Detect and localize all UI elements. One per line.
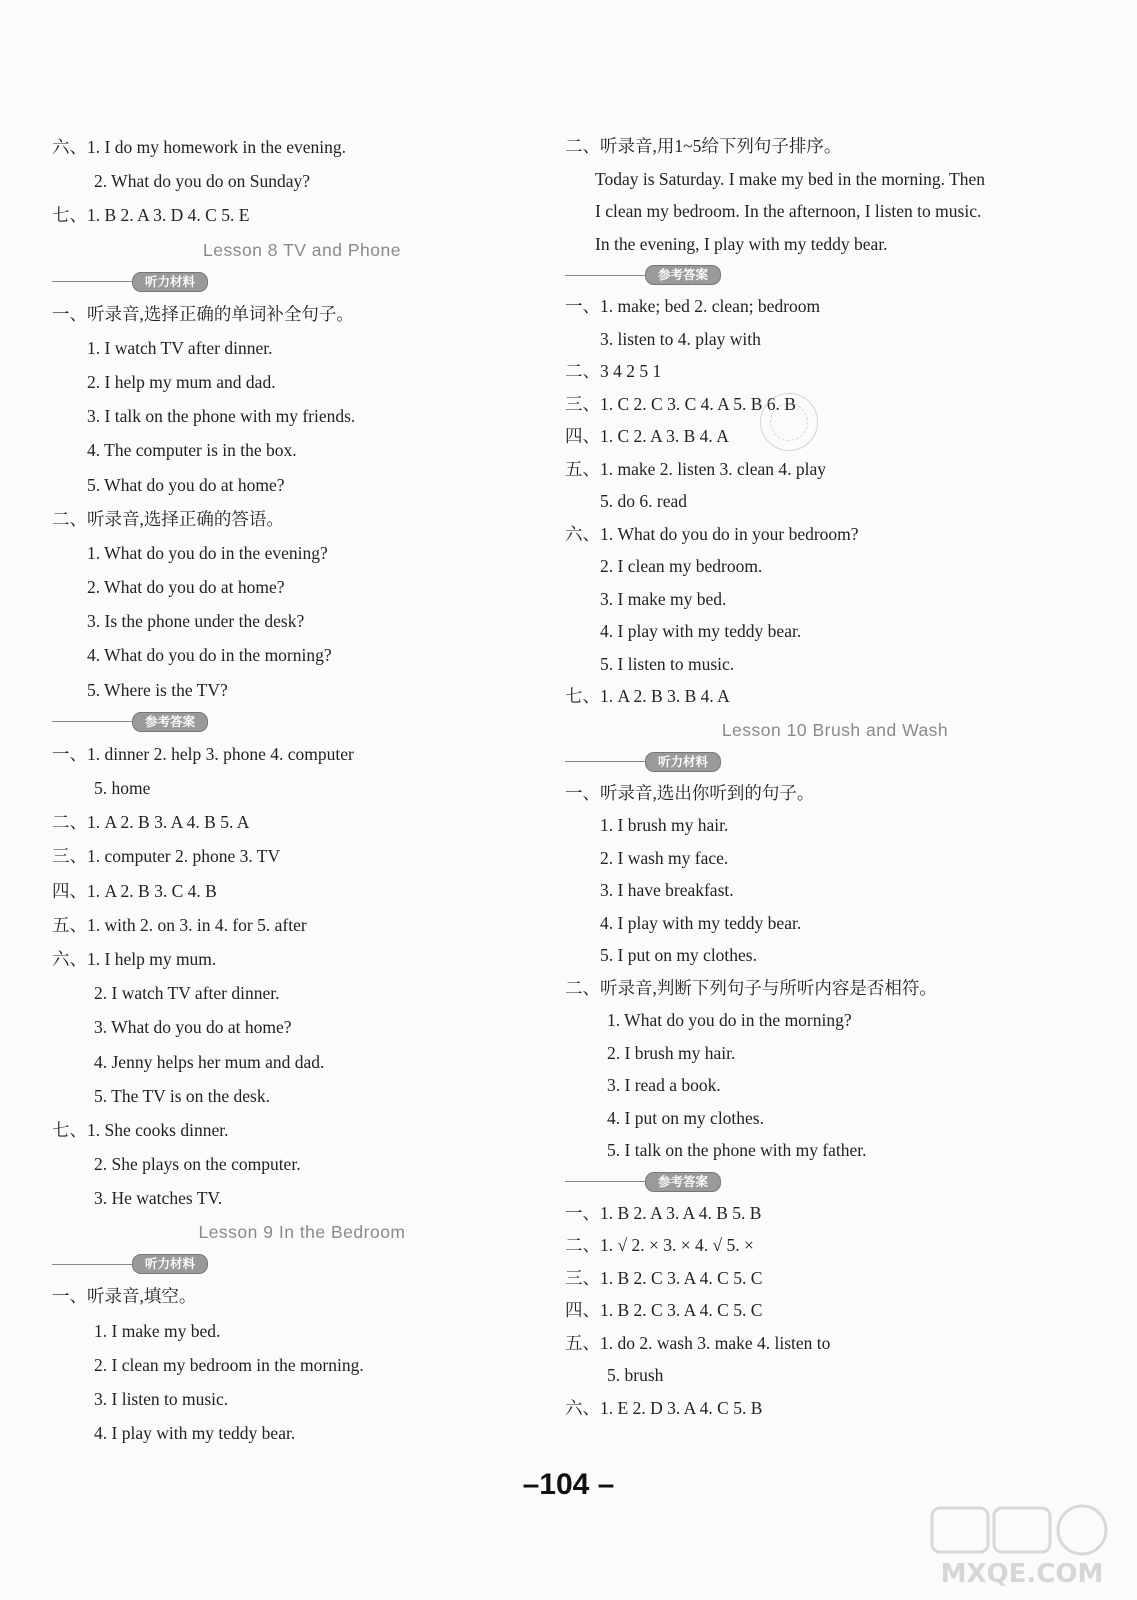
text-line: 5. The TV is on the desk. bbox=[94, 1085, 270, 1106]
text-line: 七、1. B 2. A 3. D 4. C 5. E bbox=[52, 205, 250, 226]
tag-label: 听力材料 bbox=[645, 752, 721, 772]
text-line: 5. I put on my clothes. bbox=[600, 945, 757, 965]
tag-divider bbox=[565, 761, 645, 762]
right-column bbox=[565, 130, 1085, 1424]
text-line: 二、听录音,选择正确的答语。 bbox=[52, 508, 284, 529]
svg-text:MXQE.COM: MXQE.COM bbox=[940, 1559, 1104, 1589]
text-line: 六、1. I do my homework in the evening. bbox=[52, 137, 347, 157]
lesson-title: Lesson 9 In the Bedroom bbox=[198, 1222, 406, 1243]
page-number: –104 – bbox=[522, 1468, 615, 1501]
text-line: 一、听录音,填空。 bbox=[52, 1286, 197, 1307]
tag-label: 参考答案 bbox=[645, 1172, 721, 1192]
text-line: 四、1. C 2. A 3. B 4. A bbox=[565, 426, 729, 446]
text-line: 4. Jenny helps her mum and dad. bbox=[94, 1051, 325, 1072]
text-line: 2. She plays on the computer. bbox=[94, 1154, 301, 1175]
text-line: 六、1. E 2. D 3. A 4. C 5. B bbox=[565, 1397, 763, 1418]
text-line: 五、1. make 2. listen 3. clean 4. play bbox=[565, 458, 826, 479]
text-line: 4. What do you do in the morning? bbox=[87, 645, 332, 666]
text-line: 二、听录音,用1~5给下列句子排序。 bbox=[565, 136, 842, 156]
text-line: 1. What do you do in the morning? bbox=[607, 1010, 852, 1030]
left-column bbox=[52, 130, 522, 1450]
text-line: 5. brush bbox=[607, 1365, 664, 1385]
tag-label: 参考答案 bbox=[645, 265, 721, 285]
text-line: 3. I have breakfast. bbox=[600, 880, 734, 900]
text-line: 三、1. B 2. C 3. A 4. C 5. C bbox=[565, 1267, 763, 1288]
text-line: 3. Is the phone under the desk? bbox=[87, 611, 305, 632]
text-line: 5. What do you do at home? bbox=[87, 474, 285, 495]
text-line: 二、听录音,判断下列句子与所听内容是否相符。 bbox=[565, 977, 937, 998]
text-line: 二、1. √ 2. × 3. × 4. √ 5. × bbox=[565, 1235, 754, 1255]
text-line: 七、1. She cooks dinner. bbox=[52, 1119, 229, 1140]
text-line: 4. The computer is in the box. bbox=[87, 440, 297, 461]
text-line: 2. What do you do on Sunday? bbox=[94, 171, 310, 192]
text-line: 2. I brush my hair. bbox=[607, 1042, 736, 1063]
text-line: 一、1. make; bed 2. clean; bedroom bbox=[565, 296, 821, 316]
text-line: 1. I brush my hair. bbox=[600, 815, 729, 835]
text-line: 2. I wash my face. bbox=[600, 847, 729, 868]
tag-divider bbox=[52, 281, 132, 282]
section-tag bbox=[565, 260, 1085, 290]
text-line: 三、1. C 2. C 3. C 4. A 5. B 6. B bbox=[565, 393, 796, 414]
text-line: 4. I play with my teddy bear. bbox=[600, 621, 802, 641]
watermark-logo bbox=[922, 1502, 1122, 1592]
text-line: 七、1. A 2. B 3. B 4. A bbox=[565, 686, 730, 706]
text-line: 5. I listen to music. bbox=[600, 653, 735, 674]
text-line: 六、1. I help my mum. bbox=[52, 948, 217, 969]
seal-stamp bbox=[760, 393, 818, 451]
text-line: 3. What do you do at home? bbox=[94, 1017, 292, 1038]
tag-label: 听力材料 bbox=[132, 272, 208, 292]
section-tag bbox=[565, 1167, 1085, 1197]
section-tag bbox=[52, 267, 522, 297]
text-line: 3. I listen to music. bbox=[94, 1389, 229, 1409]
lesson-title: Lesson 10 Brush and Wash bbox=[721, 719, 949, 740]
tag-divider bbox=[52, 721, 132, 722]
text-line: 六、1. What do you do in your bedroom? bbox=[565, 523, 859, 544]
listening-passage: Today is Saturday. I make my bed in the morning. Then I clean my bedroom. In the afternoon, I listen to music. In the evening, I play with my teddy bear. bbox=[595, 168, 986, 254]
text-line: 4. I play with my teddy bear. bbox=[600, 912, 802, 933]
text-line: 2. What do you do at home? bbox=[87, 577, 285, 598]
text-line: 三、1. computer 2. phone 3. TV bbox=[52, 846, 281, 867]
text-line: 一、1. dinner 2. help 3. phone 4. computer bbox=[52, 743, 354, 764]
text-line: 5. do 6. read bbox=[600, 491, 687, 511]
text-line: 2. I clean my bedroom. bbox=[600, 556, 763, 576]
text-line: 一、听录音,选出你听到的句子。 bbox=[565, 782, 815, 803]
text-line: 2. I clean my bedroom in the morning. bbox=[94, 1354, 364, 1375]
text-line: 五、1. with 2. on 3. in 4. for 5. after bbox=[52, 914, 307, 935]
text-line: 二、3 4 2 5 1 bbox=[565, 361, 662, 381]
text-line: 4. I play with my teddy bear. bbox=[94, 1423, 296, 1444]
text-line: 1. I make my bed. bbox=[94, 1320, 221, 1341]
text-line: 四、1. A 2. B 3. C 4. B bbox=[52, 880, 217, 901]
text-line: 四、1. B 2. C 3. A 4. C 5. C bbox=[565, 1300, 763, 1320]
section-tag bbox=[52, 1249, 522, 1279]
text-line: 5. I talk on the phone with my father. bbox=[607, 1140, 867, 1160]
text-line: 2. I watch TV after dinner. bbox=[94, 983, 280, 1004]
tag-divider bbox=[52, 1264, 132, 1265]
text-line: 3. listen to 4. play with bbox=[600, 328, 761, 349]
text-line: 一、听录音,选择正确的单词补全句子。 bbox=[52, 303, 354, 324]
text-line: 1. I watch TV after dinner. bbox=[87, 337, 273, 358]
tag-divider bbox=[565, 1181, 645, 1182]
tag-label: 参考答案 bbox=[132, 712, 208, 732]
text-line: 5. home bbox=[94, 778, 151, 798]
text-line: 4. I put on my clothes. bbox=[607, 1107, 764, 1128]
text-line: 3. I talk on the phone with my friends. bbox=[87, 406, 356, 427]
lesson-title: Lesson 8 TV and Phone bbox=[203, 239, 401, 260]
text-line: 3. He watches TV. bbox=[94, 1188, 223, 1209]
section-tag bbox=[565, 747, 1085, 777]
text-line: 2. I help my mum and dad. bbox=[87, 371, 276, 392]
tag-label: 听力材料 bbox=[132, 1254, 208, 1274]
text-line: 五、1. do 2. wash 3. make 4. listen to bbox=[565, 1332, 831, 1353]
text-line: 1. What do you do in the evening? bbox=[87, 542, 328, 563]
tag-divider bbox=[565, 275, 645, 276]
text-line: 一、1. B 2. A 3. A 4. B 5. B bbox=[565, 1202, 762, 1223]
text-line: 3. I read a book. bbox=[607, 1075, 721, 1095]
text-line: 3. I make my bed. bbox=[600, 588, 727, 609]
text-line: 二、1. A 2. B 3. A 4. B 5. A bbox=[52, 812, 250, 833]
section-tag bbox=[52, 707, 522, 737]
text-line: 5. Where is the TV? bbox=[87, 679, 228, 700]
